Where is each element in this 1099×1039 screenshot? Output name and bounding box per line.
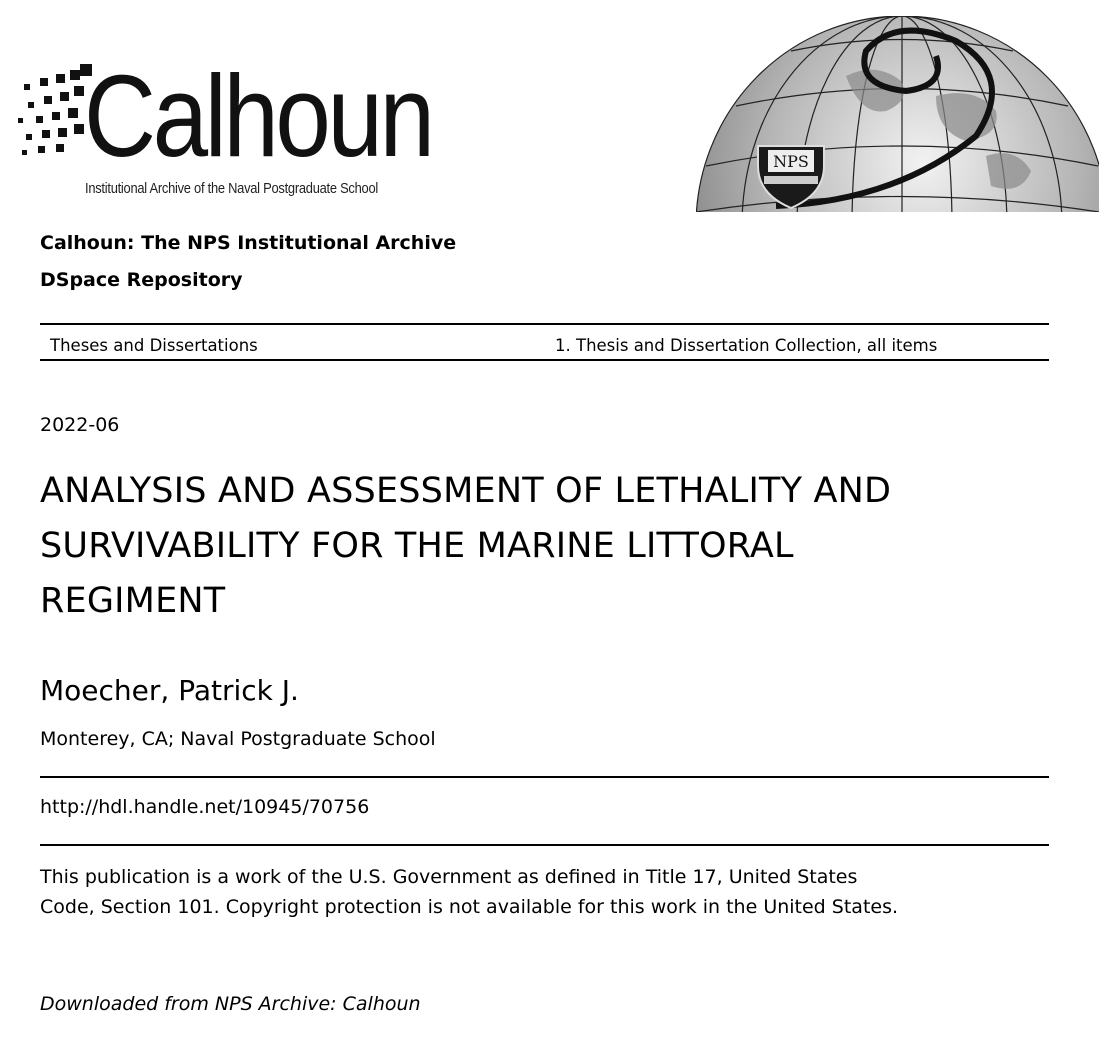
item-date: 2022-06 bbox=[40, 414, 120, 436]
handle-link[interactable]: http://hdl.handle.net/10945/70756 bbox=[40, 796, 370, 818]
calhoun-tagline: Institutional Archive of the Naval Postgraduate School bbox=[85, 180, 378, 197]
divider bbox=[40, 776, 1049, 778]
repository-name: DSpace Repository bbox=[40, 269, 243, 291]
archive-name: Calhoun: The NPS Institutional Archive bbox=[40, 232, 457, 254]
item-title: ANALYSIS AND ASSESSMENT OF LETHALITY AND SURVIVABILITY FOR THE MARINE LITTORAL REGIMENT bbox=[40, 471, 892, 621]
divider bbox=[40, 323, 1049, 325]
item-publisher: Monterey, CA; Naval Postgraduate School bbox=[40, 728, 436, 750]
calhoun-wordmark: Calhoun bbox=[84, 51, 432, 181]
globe-image bbox=[696, 16, 1099, 212]
calhoun-logo-squares bbox=[14, 62, 94, 172]
divider bbox=[40, 359, 1049, 361]
item-author: Moecher, Patrick J. bbox=[40, 674, 299, 707]
divider bbox=[40, 844, 1049, 846]
nps-seal-text: NPS bbox=[773, 152, 809, 171]
breadcrumb-collection[interactable]: 1. Thesis and Dissertation Collection, all items bbox=[555, 336, 938, 355]
rights-statement: This publication is a work of the U.S. Government as defined in Title 17, United States Code, Section 101. Copyright protection is not available for this work in the United States. bbox=[40, 866, 899, 918]
downloaded-from: Downloaded from NPS Archive: Calhoun bbox=[40, 993, 421, 1015]
breadcrumb-community[interactable]: Theses and Dissertations bbox=[50, 336, 258, 355]
